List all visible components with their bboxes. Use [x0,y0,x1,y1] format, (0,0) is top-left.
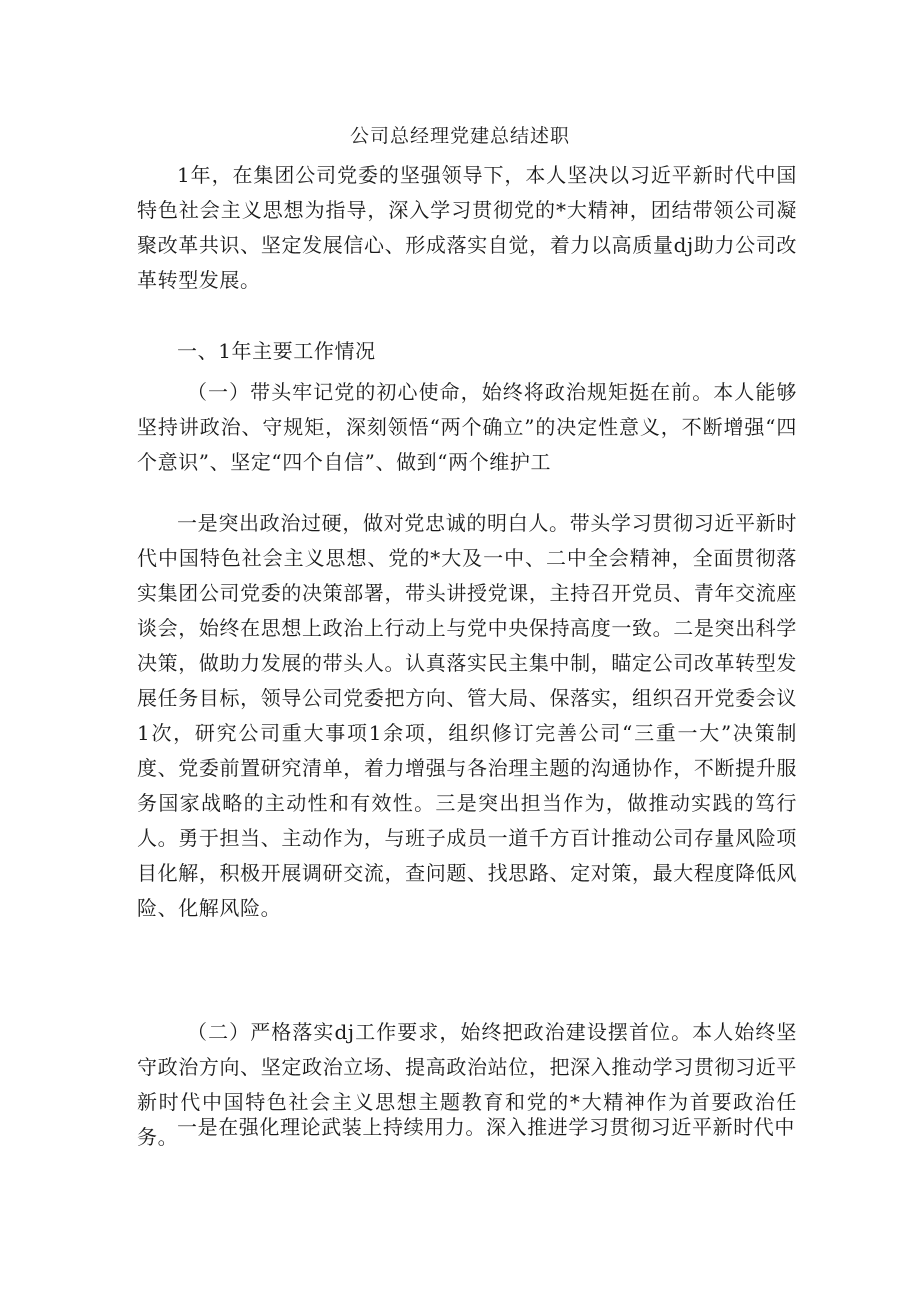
document-title: 公司总经理党建总结述职 [349,125,570,147]
paragraph-intro: 1年，在集团公司党委的坚强领导下，本人坚决以习近平新时代中国特色社会主义思想为指导，深入学习贯彻党的*大精神，团结带领公司凝聚改革共识、坚定发展信心、形成落实自觉，着力以高质量dj助力公司改革转型发展。 [137,163,797,292]
paragraph-political-construction: （二）严格落实dj工作要求，始终把政治建设摆首位。本人始终坚守政治方向、坚定政治立场、提高政治站位，把深入推动学习贯彻习近平新时代中国特色社会主义思想主题教育和党的*大精神作为首要政治任务。 [137,1020,797,1149]
paragraph-three-highlights: 一是突出政治过硬，做对党忠诚的明白人。带头学习贯彻习近平新时代中国特色社会主义思想、党的*大及一中、二中全会精神，全面贯彻落实集团公司党委的决策部署，带头讲授党课，主持召开党员、青年交流座谈会，始终在思想上政治上行动上与党中央保持高度一致。二是突出科学决策，做助力发展的带头人。认真落实民主集中制，瞄定公司改革转型发展任务目标，领导公司党委把方向、管大局、保落实，组织召开党委会议1次，研究公司重大事项1余项，组织修订完善公司“三重一大”决策制度、党委前置研究清单，着力增强与各治理主题的沟通协作，不断提升服务国家战略的主动性和有效性。三是突出担当作为，做推动实践的笃行人。勇于担当、主动作为，与班子成员一道千方百计推动公司存量风险项目化解，积极开展调研交流，查问题、找思路、定对策，最大程度降低风险、化解风险。 [137,511,797,920]
paragraph-political-rules: （一）带头牢记党的初心使命，始终将政治规矩挺在前。本人能够坚持讲政治、守规矩，深刻领悟“两个确立”的决定性意义，不断增强“四个意识”、坚定“四个自信”、做到“两个维护工 [137,380,797,474]
section-heading-main-work: 一、1年主要工作情况 [177,339,376,363]
paragraph-theory-arming: 一是在强化理论武装上持续用力。深入推进学习贯彻习近平新时代中 [177,1115,795,1139]
